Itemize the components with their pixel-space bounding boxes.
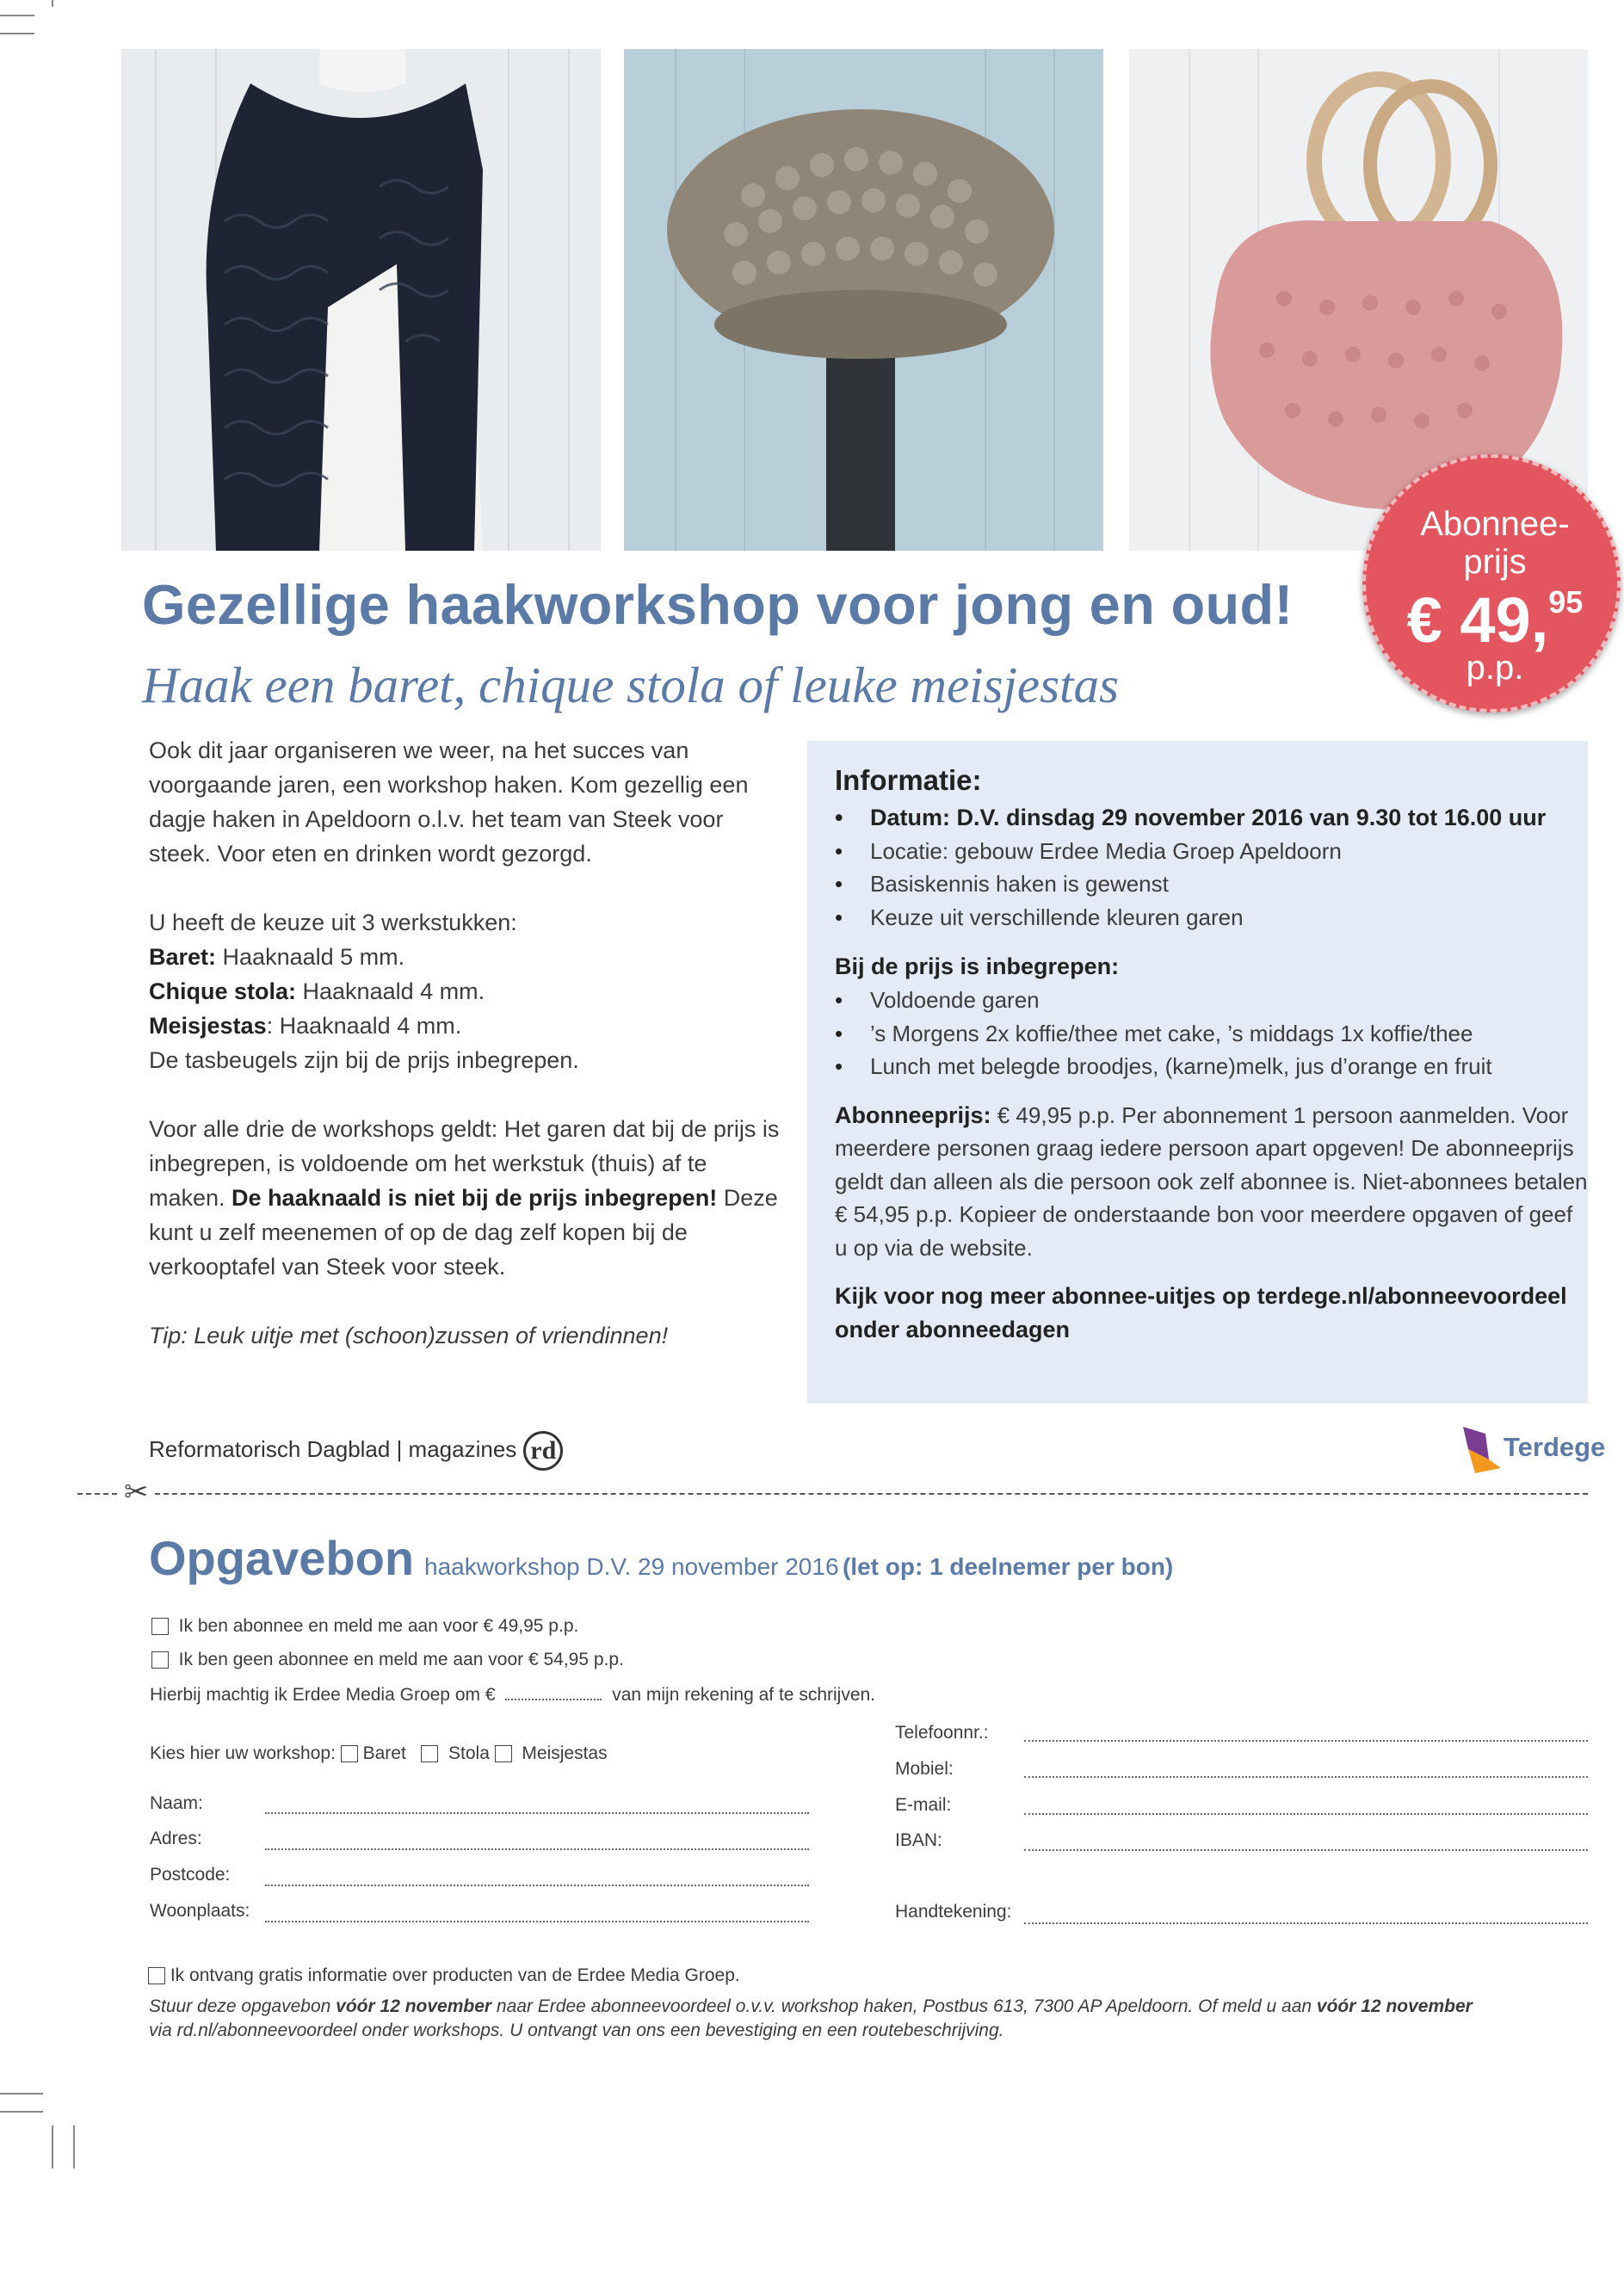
crop-mark	[73, 2126, 75, 2169]
handtekening-field[interactable]	[1024, 1922, 1588, 1924]
mobiel-field[interactable]	[1024, 1776, 1588, 1778]
terdege-logo-text: Terdege	[1504, 1432, 1606, 1462]
badge-line-1: Abonnee-	[1420, 505, 1570, 543]
stola-option-label: Stola	[448, 1743, 490, 1763]
choice-item-stola	[149, 974, 786, 1009]
footer-text: naar Erdee abonneevoordeel o.v.v. workshop haken, Postbus 613, 7300 AP Apeldoorn. Of meld u aan	[491, 1996, 1317, 2016]
footer-text: Stuur deze opgavebon	[149, 1996, 337, 2016]
price-line: € 49,95 p.p. Per abonnement 1 persoon aanmelden. Voor	[991, 1101, 1569, 1128]
included-heading: Bij de prijs is inbegrepen:	[835, 953, 1120, 979]
adres-label: Adres:	[150, 1829, 202, 1848]
info-item-basiskennis: • Basiskennis haken is gewenst	[835, 867, 1592, 901]
info-item-locatie: • Locatie: gebouw Erdee Media Groep Apeldoorn	[835, 835, 1592, 868]
footer-deadline: vóór 12 november	[1316, 1996, 1473, 2016]
badge-price-cents: 95	[1548, 584, 1584, 620]
tip-text: Tip: Leuk uitje met (schoon)zussen of vriendinnen!	[149, 1323, 669, 1348]
option-abonnee-label: Ik ben abonnee en meld me aan voor € 49,95 p.p.	[178, 1616, 579, 1636]
abonneevoordeel-link[interactable]: Kijk voor nog meer abonnee-uitjes op terdege.nl/abonneevoordeel	[835, 1283, 1567, 1309]
meisjestas-option-label: Meisjestas	[522, 1743, 608, 1763]
workshop-text-end: Deze kunt u zelf meenemen of op de dag zelf kopen bij de verkooptafel van Steek voor steek.	[149, 1185, 778, 1280]
form-title-note: (let op: 1 deelnemer per bon)	[842, 1553, 1174, 1580]
gratis-info-option	[148, 1965, 740, 1986]
included-list	[835, 984, 1592, 1083]
abonnee-checkbox[interactable]	[151, 1618, 169, 1635]
crop-mark	[52, 2126, 53, 2169]
abonneedagen-text: onder abonneedagen	[835, 1316, 1071, 1342]
included-item: • ’s Morgens 2x koffie/thee met cake, ’s middags 1x koffie/thee	[835, 1017, 1592, 1051]
workshop-choice-label: Kies hier uw workshop:	[150, 1743, 336, 1763]
footer-line-1	[149, 1996, 1473, 2017]
choice-intro: U heeft de keuze uit 3 werkstukken:	[149, 910, 517, 935]
info-box	[807, 741, 1588, 1404]
rd-logo-text: Reformatorisch Dagblad | magazines	[149, 1435, 517, 1462]
option-abonnee	[151, 1616, 578, 1637]
included-item: • Lunch met belegde broodjes, (karne)melk, jus d’orange en fruit	[835, 1050, 1592, 1083]
choice-text: Haaknaald 5 mm.	[216, 944, 405, 970]
iban-field[interactable]	[1024, 1849, 1588, 1851]
choice-item-baret	[149, 940, 786, 974]
crop-mark	[52, 0, 53, 7]
choice-label: Chique stola:	[149, 978, 297, 1004]
page-title: Gezellige haakworkshop voor jong en oud!	[142, 573, 1294, 636]
terdege-logo-icon	[1463, 1425, 1504, 1475]
crop-mark	[0, 2093, 43, 2095]
crop-mark	[0, 15, 34, 16]
included-item: • Voldoende garen	[835, 984, 1592, 1017]
price-line: u op via de website.	[835, 1234, 1033, 1261]
telefoon-field[interactable]	[1024, 1740, 1588, 1742]
info-item-kleuren: • Keuze uit verschillende kleuren garen	[835, 901, 1592, 935]
intro-text	[149, 733, 786, 1353]
badge-price	[1366, 583, 1624, 657]
choice-text: Haaknaald 4 mm.	[296, 978, 485, 1004]
option-geen-label: Ik ben geen abonnee en meld me aan voor € 54,95 p.p.	[178, 1650, 624, 1669]
handtekening-label: Handtekening:	[895, 1902, 1012, 1922]
crop-mark	[0, 2111, 43, 2113]
geen-abonnee-checkbox[interactable]	[151, 1651, 169, 1669]
workshop-bold: De haaknaald is niet bij de prijs inbegrepen!	[232, 1185, 718, 1211]
scissors-icon: ✂	[120, 1477, 152, 1508]
form-title-sub: haakworkshop D.V. 29 november 2016	[424, 1553, 839, 1580]
baret-option-label: Baret	[362, 1743, 406, 1763]
workshop-choice	[150, 1743, 608, 1764]
baret-checkbox[interactable]	[341, 1745, 358, 1762]
choice-label: Meisjestas	[149, 1013, 267, 1039]
machtiging-line	[150, 1685, 875, 1706]
choice-text: : Haaknaald 4 mm.	[266, 1013, 462, 1039]
tasbeugels-note: De tasbeugels zijn bij de prijs inbegrepen.	[149, 1047, 579, 1073]
meisjestas-checkbox[interactable]	[495, 1745, 512, 1762]
telefoon-label: Telefoonnr.:	[895, 1723, 989, 1743]
workshop-paragraph	[149, 1112, 786, 1284]
price-line: meerdere personen graag iedere persoon apart opgeven! De abonneeprijs	[835, 1135, 1574, 1161]
machtiging-text-end: van mijn rekening af te schrijven.	[612, 1685, 876, 1705]
iban-label: IBAN:	[895, 1830, 942, 1850]
page-subtitle: Haak een baret, chique stola of leuke meisjestas	[142, 657, 1119, 713]
email-label: E-mail:	[895, 1795, 952, 1815]
badge-price-main: € 49,	[1406, 584, 1549, 656]
mobiel-label: Mobiel:	[895, 1759, 954, 1779]
info-heading: Informatie:	[835, 764, 982, 796]
form-title-main: Opgavebon	[149, 1531, 415, 1585]
gratis-info-label: Ik ontvang gratis informatie over producten van de Erdee Media Groep.	[170, 1965, 740, 1985]
amount-field[interactable]	[505, 1699, 602, 1700]
badge-line-2: prijs	[1463, 543, 1527, 581]
price-paragraph	[835, 1099, 1592, 1265]
woonplaats-label: Woonplaats:	[150, 1901, 250, 1921]
stola-photo	[121, 49, 601, 551]
postcode-field[interactable]	[265, 1885, 809, 1886]
price-line: € 54,95 p.p. Kopieer de onderstaande bon voor meerdere opgaven of geef	[835, 1201, 1573, 1227]
info-list	[835, 801, 1592, 934]
choice-item-meisjestas	[149, 1009, 786, 1043]
choice-label: Baret:	[149, 944, 217, 970]
rd-logo	[149, 1431, 563, 1471]
badge-unit: p.p.	[1466, 649, 1524, 687]
price-line: geldt dan alleen als die persoon ook zelf abonnee is. Niet-abonnees betalen	[835, 1168, 1588, 1194]
rd-logo-mark: rd	[523, 1431, 563, 1471]
footer-line-2: via rd.nl/abonneevoordeel onder workshops. U ontvangt van ons een bevestiging en een routebeschrijving.	[149, 2021, 1004, 2040]
stola-checkbox[interactable]	[421, 1745, 438, 1762]
crop-mark	[0, 33, 34, 34]
postcode-label: Postcode:	[150, 1865, 231, 1885]
woonplaats-field[interactable]	[265, 1921, 809, 1922]
workshop-text: Voor alle drie de workshops geldt: Het garen dat bij de prijs is inbegrepen, is voldoende om het werkstuk (thuis) af te maken.	[149, 1116, 780, 1211]
naam-label: Naam:	[150, 1793, 203, 1813]
adres-field[interactable]	[265, 1848, 809, 1850]
machtiging-text: Hierbij machtig ik Erdee Media Groep om €	[150, 1685, 496, 1705]
info-item-datum: • Datum: D.V. dinsdag 29 november 2016 van 9.30 tot 16.00 uur	[835, 801, 1592, 835]
cut-line	[77, 1493, 1588, 1495]
gratis-info-checkbox[interactable]	[148, 1967, 165, 1984]
price-badge	[1362, 454, 1621, 713]
option-geen-abonnee	[151, 1650, 624, 1670]
form-title	[149, 1530, 1173, 1586]
baret-photo	[624, 49, 1103, 551]
price-label: Abonneeprijs:	[835, 1101, 991, 1128]
intro-paragraph: Ook dit jaar organiseren we weer, na het succes van voorgaande jaren, een workshop haken. Kom gezellig een dagje haken in Apeldoorn o.l.v. het team van Steek voor steek. Voor eten en drinken wordt gezorgd.	[149, 737, 749, 867]
terdege-logo	[1463, 1425, 1606, 1477]
naam-field[interactable]	[265, 1812, 809, 1814]
footer-deadline: vóór 12 november	[336, 1996, 492, 2016]
email-field[interactable]	[1024, 1813, 1588, 1815]
